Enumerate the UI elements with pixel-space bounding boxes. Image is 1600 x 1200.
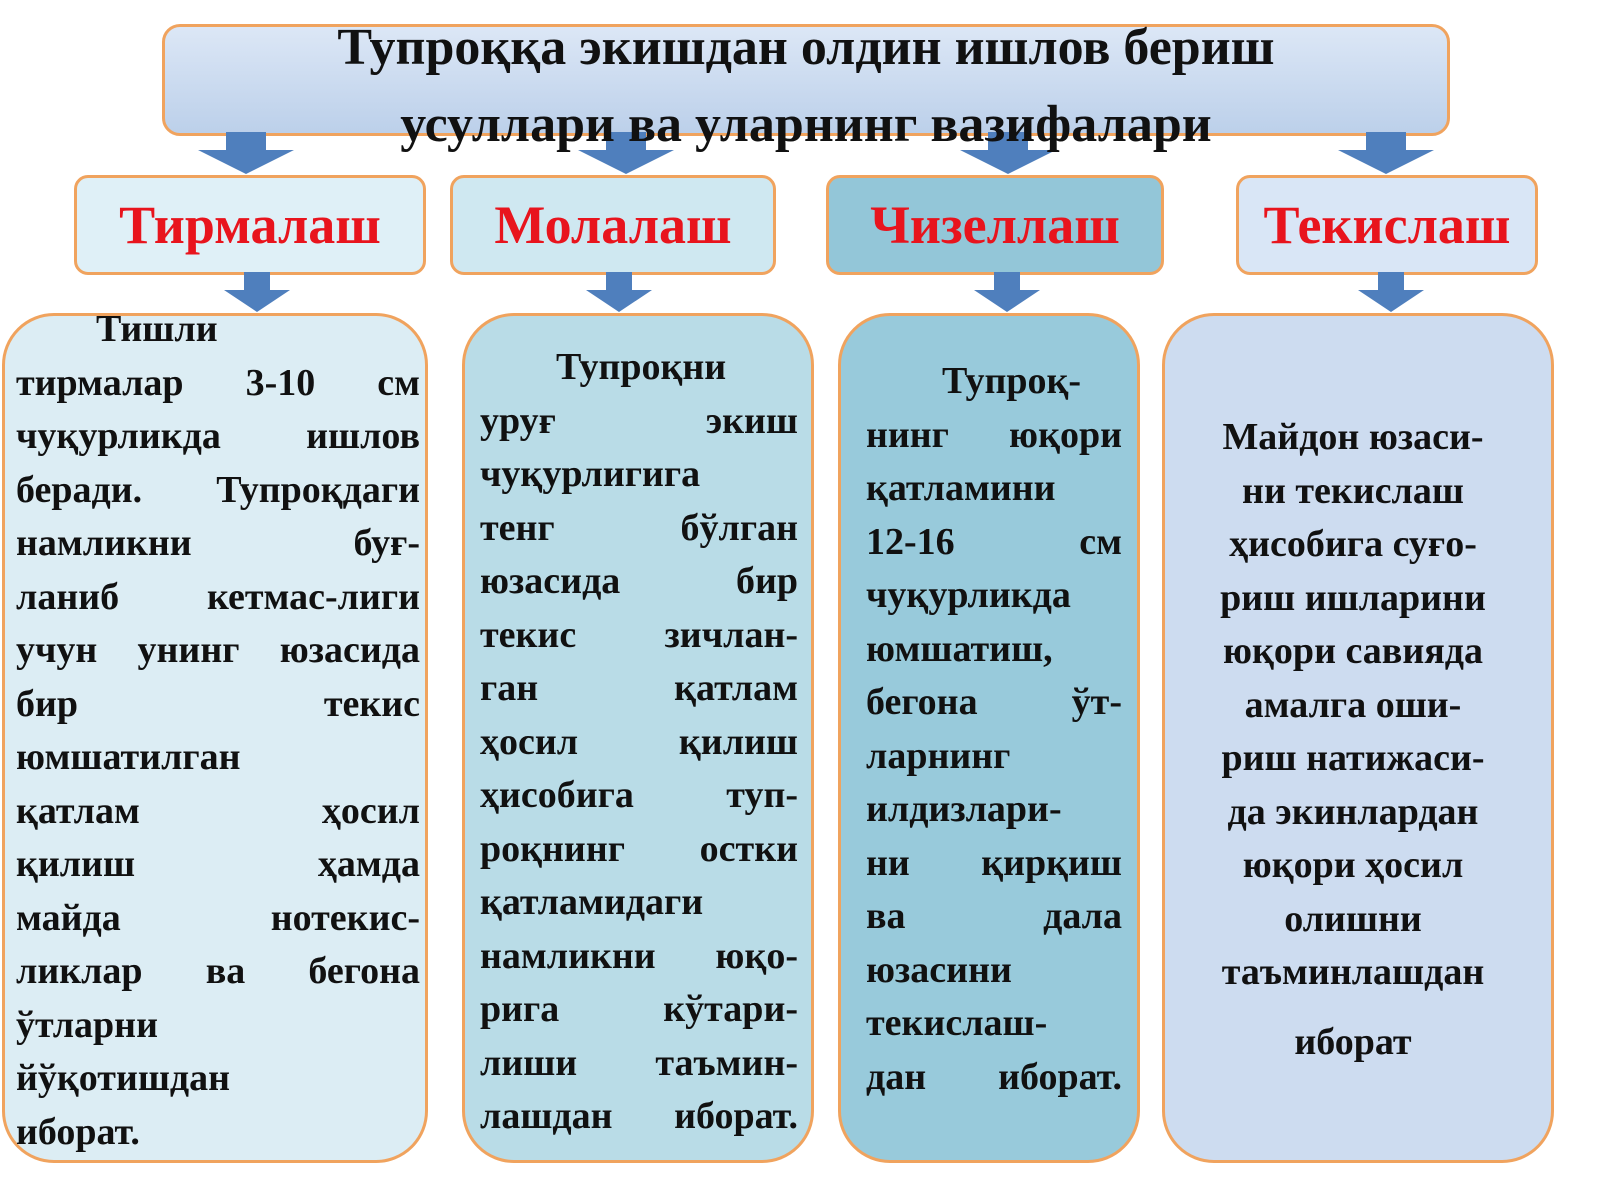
description-line: [866, 679, 1122, 725]
word: дала: [1043, 895, 1122, 937]
description-line: Тупроқни: [556, 346, 727, 388]
word: ўт-: [1071, 681, 1122, 723]
word: остки: [699, 827, 798, 870]
description-line: [866, 1054, 1122, 1100]
description-line: [16, 467, 420, 513]
diagram-title-line-2: усуллари ва уларнинг вазифалари: [400, 96, 1212, 153]
description-line: риш натижаси-: [1221, 737, 1485, 779]
description-line: риш ишларини: [1220, 576, 1486, 619]
description-line: [16, 413, 420, 459]
word: ва: [866, 895, 906, 937]
description-line: [866, 412, 1122, 458]
word: см: [1079, 520, 1122, 563]
word: юқо-: [715, 934, 798, 977]
description-line: [866, 893, 1122, 939]
word: ва: [205, 950, 246, 992]
word: Тупроқдаги: [216, 468, 420, 511]
word: намликни: [480, 934, 656, 977]
description-line: [480, 505, 798, 551]
description-line: ларнинг: [866, 734, 1011, 777]
category-label: Текислаш: [1263, 195, 1511, 255]
word: ган: [480, 667, 539, 709]
arrow-down-icon: [972, 272, 1042, 314]
description-line: йўқотишдан: [16, 1057, 231, 1099]
word: ҳисобига: [480, 774, 634, 816]
arrow-down-icon: [584, 272, 654, 314]
word: учун: [16, 629, 98, 671]
description-line: юқори ҳосил: [1242, 844, 1464, 886]
word: беради.: [16, 468, 143, 511]
word: таъмин-: [655, 1041, 798, 1084]
description-line: ўтларни: [16, 1003, 158, 1046]
description-line: [480, 986, 798, 1032]
description-line: [480, 665, 798, 711]
word: иборат.: [674, 1095, 798, 1137]
word: см: [377, 361, 420, 404]
word: 3-10: [245, 361, 316, 404]
word: бир: [16, 682, 79, 725]
word: дан: [866, 1055, 927, 1098]
word: текис: [323, 682, 420, 725]
word: лашдан: [480, 1095, 613, 1137]
description-line: [480, 826, 798, 872]
description-line: юмшатилган: [16, 736, 241, 778]
word: унинг: [137, 629, 240, 671]
word: нотекис-: [270, 896, 420, 939]
word: текис: [480, 613, 577, 656]
word: экиш: [705, 399, 798, 442]
word: ҳосил: [480, 720, 579, 763]
word: лиши: [480, 1041, 578, 1084]
word: қирқиш: [981, 841, 1122, 884]
description-line: [480, 1093, 798, 1139]
word: ишлов: [306, 415, 420, 457]
word: тенг: [480, 506, 555, 549]
description-line: [16, 627, 420, 673]
description-line: [16, 841, 420, 887]
description-line: [480, 772, 798, 818]
word: юзасида: [279, 629, 420, 671]
category-label: Чизеллаш: [870, 195, 1120, 255]
word: қатлам: [16, 789, 140, 832]
description-line: [866, 519, 1122, 565]
category-molalash: [450, 175, 776, 275]
word: бир: [735, 560, 798, 602]
category-tekislash: [1236, 175, 1538, 275]
description-line: олишни: [1284, 897, 1422, 940]
word: ҳосил: [321, 789, 420, 832]
description-line: [480, 612, 798, 658]
description-line: [480, 398, 798, 444]
word: ни: [866, 841, 910, 884]
description-line: [16, 520, 420, 566]
word: юқори: [1009, 413, 1122, 456]
word: туп-: [726, 774, 798, 816]
word: қилиш: [16, 843, 136, 885]
word: майда: [16, 896, 121, 939]
word: кетмас-лиги: [207, 575, 420, 618]
description-line: чуқурлигига: [480, 453, 701, 495]
arrow-down-icon: [1356, 272, 1426, 314]
word: зичлан-: [664, 613, 798, 656]
description-line: юқори савияда: [1223, 630, 1483, 672]
word: қатлам: [674, 667, 798, 709]
word: 12-16: [866, 520, 955, 563]
description-line: [16, 948, 420, 994]
description-line: текислаш-: [866, 1002, 1048, 1044]
description-line: [16, 681, 420, 727]
word: иборат.: [998, 1055, 1122, 1098]
word: юзасида: [480, 560, 621, 602]
description-line: ни текислаш: [1242, 469, 1464, 512]
description-line: қатламидаги: [480, 881, 704, 923]
description-line: [480, 719, 798, 765]
description-line: таъминлашдан: [1221, 951, 1485, 993]
description-line: [16, 895, 420, 941]
description-line: Тишли: [96, 308, 218, 350]
diagram-title-line-1: Тупроққа экишдан олдин ишлов бериш: [337, 19, 1275, 76]
category-tirmalash: [74, 175, 426, 275]
description-line: [866, 840, 1122, 886]
description-line: қатламини: [866, 467, 1056, 509]
word: рига: [480, 988, 560, 1030]
word: нинг: [866, 413, 949, 456]
category-label: Тирмалаш: [119, 195, 381, 255]
word: бегона: [866, 681, 978, 723]
word: ликлар: [16, 950, 143, 992]
description-line: юзасини: [866, 948, 1012, 991]
word: роқнинг: [480, 827, 625, 870]
description-line: [480, 933, 798, 979]
word: уруғ: [480, 399, 556, 442]
description-line: Майдон юзаси-: [1222, 416, 1484, 458]
word: буғ-: [353, 522, 420, 564]
description-line: юмшатиш,: [866, 627, 1053, 670]
description-line: амалга оши-: [1244, 683, 1462, 726]
word: тирмалар: [16, 361, 184, 404]
description-line: да экинлардан: [1227, 790, 1479, 833]
word: бегона: [308, 950, 420, 992]
description-line: Тупроқ-: [942, 360, 1082, 402]
description-line: чуқурликда: [866, 574, 1071, 616]
word: ҳамда: [317, 843, 420, 885]
description-line: [16, 788, 420, 834]
description-line: [480, 1040, 798, 1086]
category-chizellash: [826, 175, 1164, 275]
word: бўлган: [680, 506, 798, 549]
category-label: Молалаш: [494, 195, 732, 255]
description-line: иборат.: [16, 1110, 140, 1153]
word: чуқурликда: [16, 415, 221, 457]
word: ланиб: [16, 575, 120, 618]
description-line: илдизлари-: [866, 788, 1062, 830]
description-line: ҳисобига суғо-: [1229, 523, 1477, 565]
word: қилиш: [678, 720, 798, 763]
description-line: [16, 574, 420, 620]
description-line: [480, 558, 798, 604]
description-line: [16, 360, 420, 406]
word: намликни: [16, 522, 192, 564]
word: кўтари-: [663, 988, 798, 1030]
description-line: иборат: [1294, 1020, 1412, 1063]
